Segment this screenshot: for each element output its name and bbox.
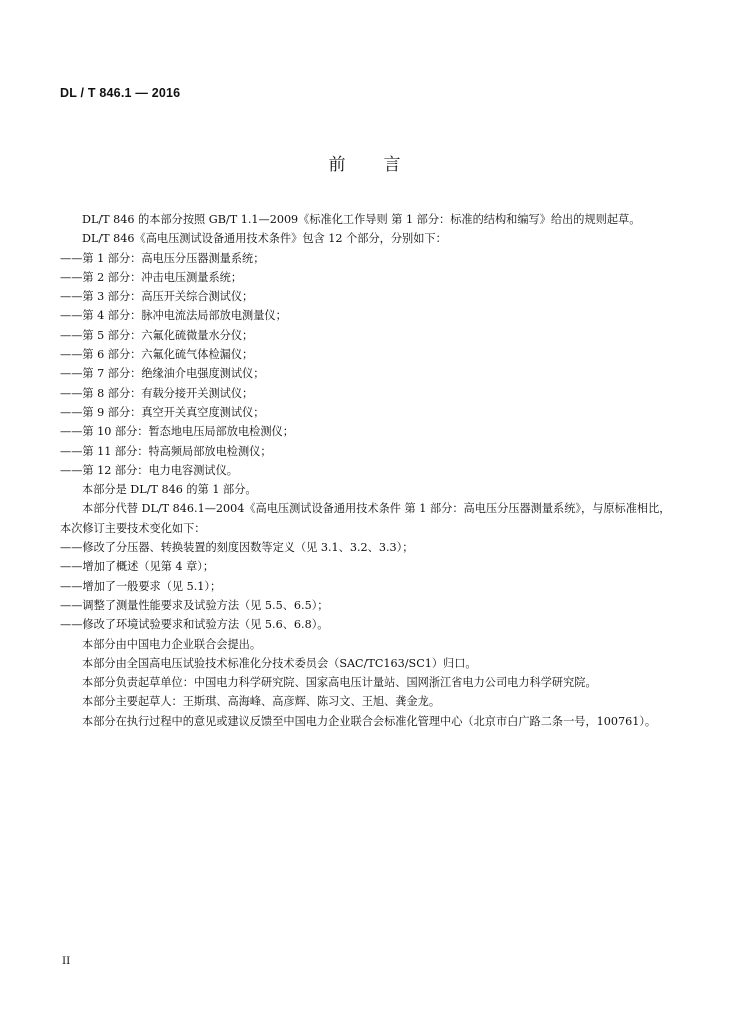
paragraph-committee: 本部分由全国高电压试验技术标准化分技术委员会（SAC/TC163/SC1）归口。: [82, 656, 477, 670]
list-item: ——增加了一般要求（见 5.1）；: [60, 579, 222, 593]
list-item: ——第 11 部分：特高频局部放电检测仪；: [60, 444, 272, 458]
paragraph-drafting-units: 本部分负责起草单位：中国电力科学研究院、国家高电压计量站、国网浙江省电力公司电力科学研究院。: [82, 676, 597, 690]
list-item: ——增加了概述（见第 4 章）；: [60, 560, 215, 574]
document-code: DL / T 846.1 — 2016: [60, 86, 181, 100]
list-item: ——第 4 部分：脉冲电流法局部放电测量仪；: [60, 309, 287, 323]
paragraph-part-statement: 本部分是 DL/T 846 的第 1 部分。: [82, 483, 257, 497]
list-item: ——修改了分压器、转换装置的刻度因数等定义（见 3.1、3.2、3.3）；: [60, 541, 414, 555]
paragraph-proposer: 本部分由中国电力企业联合会提出。: [82, 637, 262, 651]
paragraph-replacement: 本部分代替 DL/T 846.1—2004《高电压测试设备通用技术条件 第 1 部分：高电压分压器测量系统》，与原标准相比，本次修订主要技术变化如下：: [60, 502, 671, 535]
paragraph-drafters: 本部分主要起草人：王斯琪、高海峰、高彦辉、陈习文、王旭、龚金龙。: [82, 695, 441, 709]
list-item: ——第 8 部分：有载分接开关测试仪；: [60, 386, 254, 400]
paragraph-parts-intro: DL/T 846《高电压测试设备通用技术条件》包含 12 个部分，分别如下：: [82, 232, 447, 246]
list-item: ——调整了测量性能要求及试验方法（见 5.5、6.5）；: [60, 598, 329, 612]
list-item: ——第 1 部分：高电压分压器测量系统；: [60, 251, 265, 265]
list-item: ——第 3 部分：高压开关综合测试仪；: [60, 290, 254, 304]
list-item: ——第 10 部分：暂态地电压局部放电检测仪；: [60, 425, 294, 439]
paragraph-drafting-rules: DL/T 846 的本部分按照 GB/T 1.1—2009《标准化工作导则 第 1 部分：标准的结构和编写》给出的规则起草。: [82, 213, 641, 226]
page-title: 前言: [328, 155, 439, 175]
foreword-body: [60, 210, 672, 731]
list-item: ——第 7 部分：绝缘油介电强度测试仪；: [60, 367, 265, 381]
list-item: ——修改了环境试验要求和试验方法（见 5.6、6.8）。: [60, 618, 329, 632]
list-item: ——第 9 部分：真空开关真空度测试仪；: [60, 405, 265, 419]
list-item: ——第 6 部分：六氟化硫气体检漏仪；: [60, 348, 254, 362]
page-number: II: [62, 955, 71, 967]
list-item: ——第 2 部分：冲击电压测量系统；: [60, 270, 243, 284]
list-item: ——第 12 部分：电力电容测试仪。: [60, 463, 238, 477]
paragraph-feedback: 本部分在执行过程中的意见或建议反馈至中国电力企业联合会标准化管理中心（北京市白广路二条一号，100761）。: [82, 714, 657, 728]
list-item: ——第 5 部分：六氟化硫微量水分仪；: [60, 328, 254, 342]
